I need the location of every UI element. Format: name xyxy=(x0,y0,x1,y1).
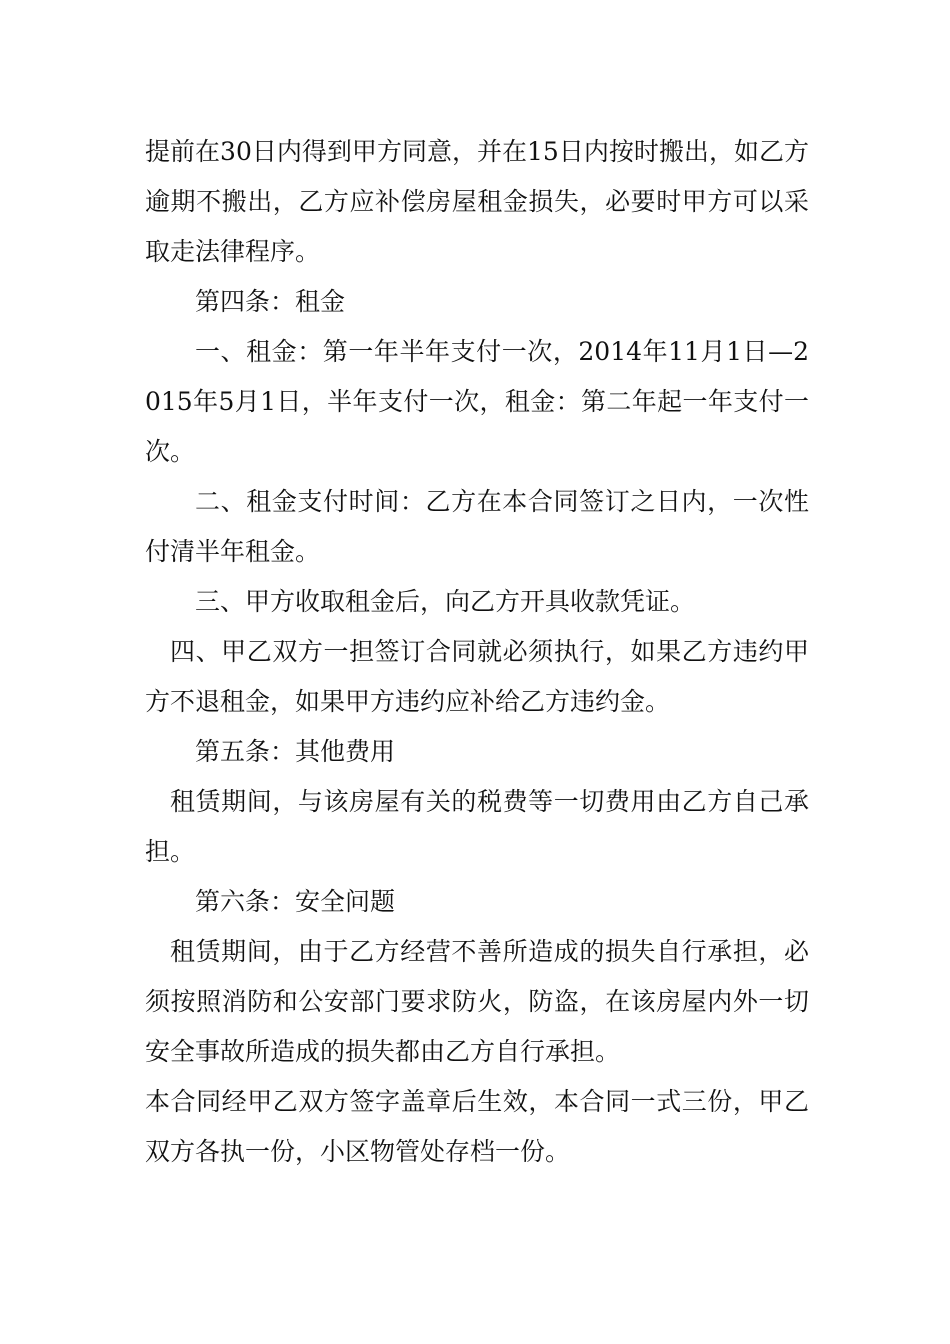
paragraph-safety: 租赁期间，由于乙方经营不善所造成的损失自行承担，必须按照消防和公安部门要求防火，防盗，在该房屋内外一切安全事故所造成的损失都由乙方自行承担。 xyxy=(145,937,809,1066)
paragraph-breach-of-contract: 四、甲乙双方一担签订合同就必须执行，如果乙方违约甲方不退租金，如果甲方违约应补给乙方违约金。 xyxy=(145,637,809,716)
heading-article-5-other-fees: 第五条：其他费用 xyxy=(195,737,396,766)
heading-article-6-safety: 第六条：安全问题 xyxy=(195,887,396,916)
paragraph-rent-payment-time: 二、租金支付时间：乙方在本合同签订之日内，一次性付清半年租金。 xyxy=(145,487,809,566)
document-body xyxy=(145,127,809,1177)
paragraph-other-fees: 租赁期间，与该房屋有关的税费等一切费用由乙方自己承担。 xyxy=(145,787,809,866)
heading-article-4-rent: 第四条：租金 xyxy=(195,287,346,316)
paragraph-termination-notice: 提前在30日内得到甲方同意，并在15日内按时搬出，如乙方逾期不搬出，乙方应补偿房屋租金损失，必要时甲方可以采取走法律程序。 xyxy=(145,137,809,266)
paragraph-rent-receipt: 三、甲方收取租金后，向乙方开具收款凭证。 xyxy=(195,587,696,616)
paragraph-rent-schedule: 一、租金：第一年半年支付一次，2014年11月1日—2015年5月1日，半年支付一次，租金：第二年起一年支付一次。 xyxy=(145,337,809,466)
paragraph-contract-effect: 本合同经甲乙双方签字盖章后生效，本合同一式三份，甲乙双方各执一份，小区物管处存档一份。 xyxy=(145,1087,809,1166)
